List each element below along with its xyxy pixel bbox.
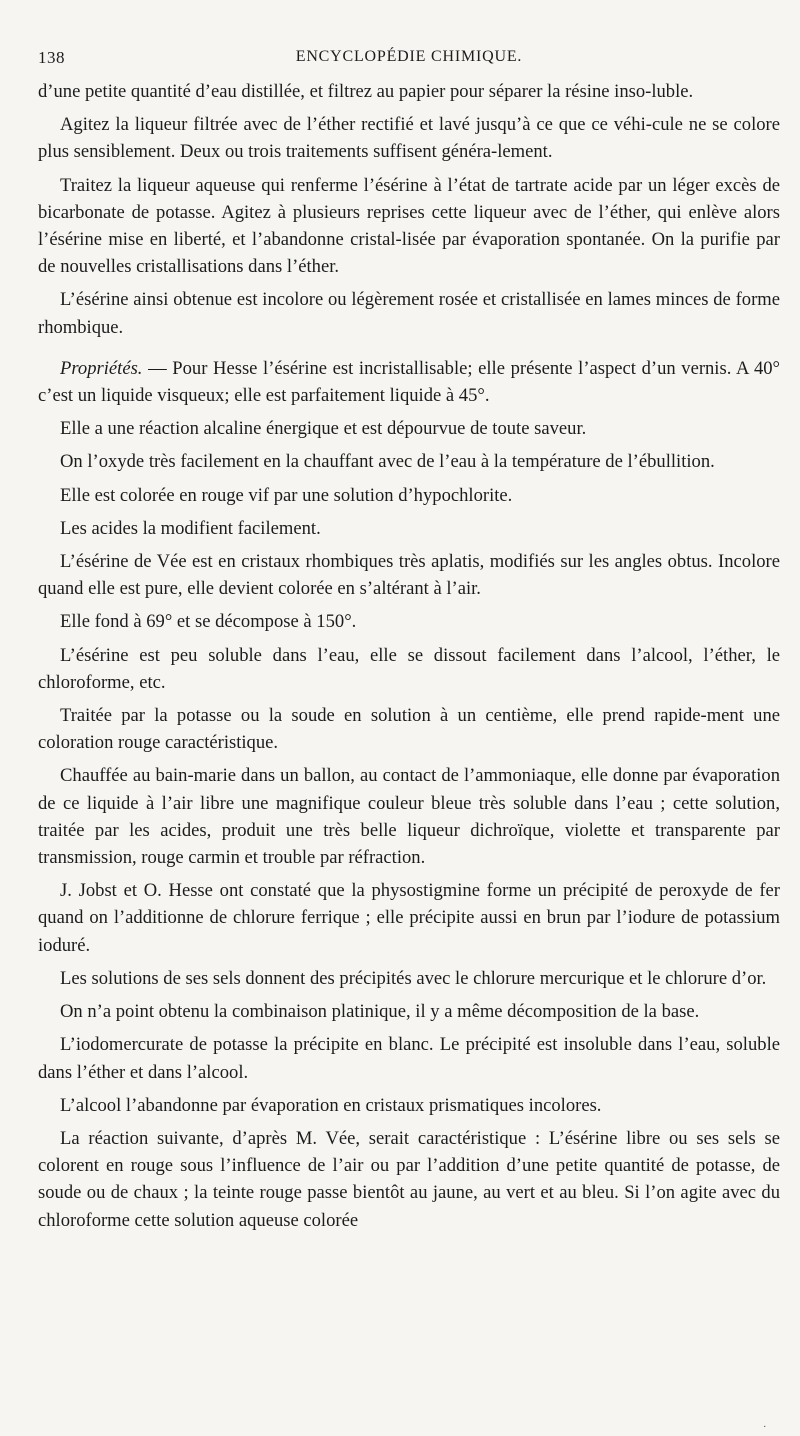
page-number: 138	[38, 48, 65, 67]
paragraph: Les acides la modifient facilement.	[60, 517, 321, 539]
section-heading-properties: Propriétés.	[60, 357, 143, 379]
paragraph: On n’a point obtenu la combinaison platinique, il y a même décomposition de la base.	[60, 1001, 700, 1023]
paragraph: J. Jobst et O. Hesse ont constaté que la physostigmine forme un précipité de peroxyde de fer quand on l’additionne de chlorure ferrique ; elle précipite aussi en brun par l’iodure de potassium ioduré.	[38, 880, 780, 956]
paragraph: La réaction suivante, d’après M. Vée, serait caractéristique : L’ésérine libre ou ses sels se colorent en rouge sous l’influence de l’air ou par l’addition d’une petite quantité de potasse, de soude ou de chaux ; la teinte rouge passe bientôt au jaune, au vert et au bleu. Si l’on agite avec du chloroforme cette solution aqueuse colorée	[38, 1127, 780, 1231]
page-header	[38, 48, 780, 78]
paragraph: Agitez la liqueur filtrée avec de l’éther rectifié et lavé jusqu’à ce que ce véhi-cule ne se colore plus sensiblement. Deux ou trois traitements suffisent généra-lement.	[38, 114, 780, 163]
paragraph: On l’oxyde très facilement en la chauffant avec de l’eau à la température de l’ébullition.	[60, 451, 715, 473]
paragraph: L’alcool l’abandonne par évaporation en cristaux prismatiques incolores.	[60, 1094, 602, 1116]
page	[38, 48, 780, 1240]
corner-mark: .	[763, 1419, 766, 1430]
paragraph: Les solutions de ses sels donnent des précipités avec le chlorure mercurique et le chlorure d’or.	[60, 967, 767, 989]
paragraph: Traitez la liqueur aqueuse qui renferme l’ésérine à l’état de tartrate acide par un léger excès de bicarbonate de potasse. Agitez à plusieurs reprises cette liqueur avec de l’éther, qui enlève alors l’ésérine mise en liberté, et l’abandonne cristal-lisée par évaporation spontanée. On la purifie par de nouvelles cristallisations dans l’éther.	[38, 174, 780, 278]
body-text	[38, 78, 780, 1234]
paragraph-continuation: d’une petite quantité d’eau distillée, et filtrez au papier pour séparer la résine inso-luble.	[38, 81, 694, 102]
paragraph: L’ésérine de Vée est en cristaux rhombiques très aplatis, modifiés sur les angles obtus. Incolore quand elle est pure, elle devient colorée en s’altérant à l’air.	[38, 551, 780, 600]
paragraph: Elle est colorée en rouge vif par une solution d’hypochlorite.	[60, 484, 513, 506]
paragraph: Elle fond à 69° et se décompose à 150°.	[60, 611, 357, 633]
paragraph: L’ésérine ainsi obtenue est incolore ou légèrement rosée et cristallisée en lames minces de forme rhombique.	[38, 289, 780, 338]
paragraph: Elle a une réaction alcaline énergique et est dépourvue de toute saveur.	[60, 418, 587, 440]
running-title: ENCYCLOPÉDIE CHIMIQUE.	[295, 48, 523, 65]
paragraph: L’iodomercurate de potasse la précipite en blanc. Le précipité est insoluble dans l’eau, soluble dans l’éther et dans l’alcool.	[38, 1034, 780, 1083]
paragraph: Traitée par la potasse ou la soude en solution à un centième, elle prend rapide-ment une coloration rouge caractéristique.	[38, 705, 780, 754]
paragraph: L’ésérine est peu soluble dans l’eau, elle se dissout facilement dans l’alcool, l’éther, le chloroforme, etc.	[38, 644, 780, 693]
properties-text: — Pour Hesse l’ésérine est incristallisable; elle présente l’aspect d’un vernis. A 40° c’est un liquide visqueux; elle est parfaitement liquide à 45°.	[38, 357, 780, 407]
paragraph: Chauffée au bain-marie dans un ballon, au contact de l’ammoniaque, elle donne par évaporation de ce liquide à l’air libre une magnifique couleur bleue très soluble dans l’eau ; cette solution, traitée par les acides, produit une très belle liqueur dichroïque, violette et transparente par transmission, rouge carmin et trouble par réfraction.	[38, 765, 780, 869]
paragraph-properties	[38, 355, 780, 409]
